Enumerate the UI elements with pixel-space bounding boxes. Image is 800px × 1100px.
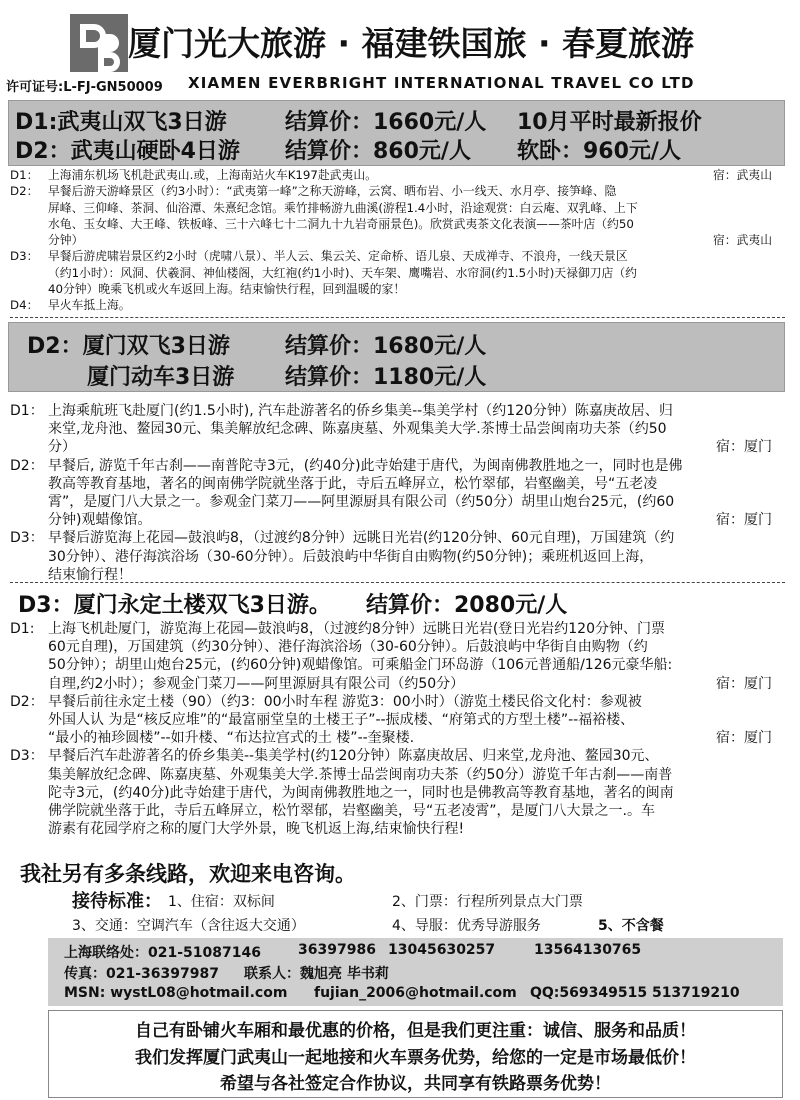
slogan-line-1: 自己有卧铺火车厢和最优惠的价格，但是我们更注重：诚信、服务和品质！: [135, 1021, 696, 1041]
msn-address: MSN: wystL08@hotmail.com: [64, 985, 288, 1001]
standard-meals: 5、不含餐: [598, 918, 664, 934]
itinerary-text: 40分钟）晚乘飞机或火车返回上海。结束愉快行程，回到温暖的家！: [48, 282, 406, 297]
day-label: D3：: [10, 249, 39, 264]
itinerary-line: [48, 656, 780, 674]
itinerary-line: [48, 802, 780, 820]
page-title: 厦门光大旅游 · 福建铁国旅 · 春夏旅游: [128, 24, 695, 63]
itinerary-line: [48, 784, 780, 802]
itinerary-text: 30分钟）、港仔海滨浴场（30-60分钟）。后鼓浪屿中华街自由购物(约50分钟)；乘班机返回上海，: [48, 548, 654, 565]
itinerary-line: [48, 711, 780, 729]
standard-lodging: 1、住宿：双标间: [168, 894, 275, 910]
itinerary-day: [10, 297, 780, 313]
lodging-note: 宿：厦门: [716, 730, 772, 747]
route2-line2-price: 结算价：1180元/人: [285, 365, 487, 390]
itinerary-text: 自理,约2小时）；参观金门菜刀——阿里源厨具有限公司（约50分）: [48, 675, 465, 692]
itinerary-text: “最小的袖珍圆楼”--如升楼、“布达拉宫式的土 楼”--奎聚楼.: [48, 730, 415, 747]
itinerary-day: [10, 248, 780, 297]
itinerary-line: [48, 747, 780, 765]
itinerary-text: 水龟、玉女峰、大王峰、铁板峰、三十六峰七十二洞九十九岩奇丽景色)。欣赏武夷茶文化表演——茶叶店（约50: [48, 216, 634, 231]
day-label: D1：: [10, 168, 39, 182]
day-label: D4：: [10, 298, 39, 313]
itinerary-line: [48, 167, 780, 183]
lodging-note: 宿：厦门: [716, 512, 772, 529]
itinerary-text: 上海飞机赴厦门，游览海上花园—鼓浪屿8，（过渡约8分钟）远眺日光岩(登日光岩约120分钟、门票: [48, 621, 665, 637]
route2-line1-price: 结算价：1680元/人: [285, 334, 487, 359]
slogan-line-2: 我们发挥厦门武夷山一起地接和火车票务优势，给您的一定是市场最低价！: [135, 1048, 696, 1068]
day-label: D3：: [10, 748, 44, 765]
route1-itinerary: [10, 167, 780, 314]
license-number: 许可证号:L-FJ-GN50009: [6, 80, 163, 95]
itinerary-text: 早餐后游天游峰景区（约3小时）：“武夷第一峰”之称天游峰，云窝、晒布岩、小一线天、水月亭、接笋峰、隐: [48, 184, 617, 199]
company-english-name: XIAMEN EVERBRIGHT INTERNATIONAL TRAVEL CO LTD: [188, 74, 695, 92]
itinerary-text: 教高等教育基地，著名的闽南佛学院就坐落于此，寺后五峰屏立，松竹翠郁，岩壑幽美，号“五老凌: [48, 475, 658, 492]
itinerary-text: 集美解放纪念碑、陈嘉庚墓、外观集美大学.茶博士品尝闽南功夫茶（约50分）游览千年古刹——南普: [48, 766, 673, 783]
divider: [10, 582, 785, 583]
itinerary-text: 分钟)观蜡像馆。: [48, 512, 152, 529]
itinerary-text: 分）: [48, 439, 76, 456]
route3-price-band: [8, 586, 783, 618]
divider: [10, 317, 785, 318]
itinerary-line: [48, 232, 780, 248]
itinerary-text: 早火车抵上海。: [48, 298, 131, 313]
itinerary-line: [48, 511, 780, 529]
itinerary-line: [48, 729, 780, 747]
itinerary-day: [10, 167, 780, 183]
itinerary-line: [48, 638, 780, 656]
itinerary-text: 结束愉行程！: [48, 566, 132, 583]
phone-3: 13045630257: [388, 942, 496, 958]
route1-line1-name: D1:武夷山双飞3日游: [15, 110, 227, 135]
itinerary-line: [48, 183, 780, 199]
db-logo-icon: [70, 14, 128, 72]
standard-transport: 3、交通：空调汽车（含往返大交通）: [72, 918, 305, 934]
route3-itinerary: [10, 620, 780, 838]
route1-line2-name: D2：武夷山硬卧4日游: [15, 139, 240, 164]
itinerary-text: 50分钟）；胡里山炮台25元，(约60分钟)观蜡像馆。可乘船金门环岛游（106元普通船/126元豪华船:: [48, 657, 673, 674]
itinerary-text: 分钟）: [48, 233, 84, 248]
itinerary-line: [48, 820, 780, 838]
standard-guide: 4、导服：优秀导游服务: [392, 918, 541, 934]
itinerary-text: 上海浦东机场飞机赴武夷山.或，上海南站火车K197赴武夷山。: [48, 168, 377, 182]
itinerary-day: [10, 529, 780, 584]
lodging-note: 宿：厦门: [716, 675, 772, 692]
route1-line2-soft-sleeper: 软卧：960元/人: [517, 139, 681, 164]
route1-line2-price: 结算价：860元/人: [285, 139, 471, 164]
itinerary-line: [48, 529, 780, 547]
itinerary-text: 外国人认 为是“核反应堆”的“最富丽堂皇的土楼王子”--振成楼、“府第式的方型土楼”--福裕楼、: [48, 712, 635, 729]
standards-title: 接待标准：: [72, 891, 162, 912]
itinerary-line: [48, 297, 780, 313]
phone-2: 36397986: [298, 942, 376, 958]
itinerary-line: [48, 248, 780, 264]
itinerary-text: 陀寺3元，(约40分)此寺始建于唐代，为闽南佛教胜地之一，同时也是佛教高等教育基地，著名的闽南: [48, 784, 674, 801]
itinerary-line: [48, 548, 780, 566]
itinerary-line: [48, 457, 780, 475]
lodging-note: 宿：武夷山: [713, 233, 772, 248]
itinerary-line: [48, 402, 780, 420]
route3-name: D3：厦门永定土楼双飞3日游。: [18, 593, 331, 618]
itinerary-line: [48, 420, 780, 438]
contact-box: [48, 938, 783, 1006]
itinerary-line: [48, 475, 780, 493]
itinerary-day: [10, 183, 780, 248]
day-label: D1:: [10, 621, 35, 637]
itinerary-line: [48, 265, 780, 281]
itinerary-line: [48, 620, 780, 638]
itinerary-text: 霄”，是厦门八大景之一。参观金门菜刀——阿里源厨具有限公司（约50分）胡里山炮台25元，(约60: [48, 494, 675, 511]
itinerary-text: 60元自理)，万国建筑（约30分钟）、港仔海滨浴场（30-60分钟）。后鼓浪屿中华街自由购物（约: [48, 639, 648, 656]
itinerary-day: [10, 457, 780, 530]
itinerary-text: 早餐后前往永定土楼（90）（约3：00小时车程 游览3：00小时）（游览土楼民俗文化村：参观被: [48, 693, 642, 710]
itinerary-text: 上海乘航班飞赴厦门(约1.5小时), 汽车赴游著名的侨乡集美--集美学村（约120分钟）陈嘉庚故居、归: [48, 403, 673, 419]
route2-price-band: [8, 322, 785, 392]
itinerary-line: [48, 693, 780, 711]
itinerary-day: [10, 620, 780, 693]
itinerary-text: 早餐后游虎啸岩景区约2小时（虎啸八景）、半人云、集云关、定命桥、语儿泉、天成禅寺、不浪舟，一线天景区: [48, 249, 628, 264]
itinerary-line: [48, 216, 780, 232]
route1-line1-price: 结算价：1660元/人: [285, 110, 487, 135]
itinerary-text: 佛学院就坐落于此，寺后五峰屏立，松竹翠郁，岩壑幽美，号“五老凌霄”，是厦门八大景之一.。车: [48, 803, 655, 820]
route2-line1-name: D2：厦门双飞3日游: [27, 334, 230, 359]
route1-line1-note: 10月平时最新报价: [517, 110, 702, 135]
fax-number: 传真：021-36397987: [64, 966, 219, 982]
itinerary-text: 游素有花园学府之称的厦门大学外景，晚飞机返上海,结束愉快行程!: [48, 821, 465, 838]
phone-4: 13564130765: [534, 942, 642, 958]
header: [0, 0, 800, 100]
itinerary-text: 来堂,龙舟池、鳌园30元、集美解放纪念碑、陈嘉庚墓、外观集美大学.茶博士品尝闽南功夫茶（约50: [48, 421, 667, 438]
route2-itinerary: [10, 402, 780, 584]
standard-tickets: 2、门票：行程所列景点大门票: [392, 894, 583, 910]
itinerary-day: [10, 747, 780, 838]
more-routes-notice: 我社另有多条线路，欢迎来电咨询。: [20, 862, 356, 886]
itinerary-line: [48, 766, 780, 784]
lodging-note: 宿：武夷山: [713, 168, 772, 182]
lodging-note: 宿：厦门: [716, 439, 772, 456]
itinerary-text: 早餐后, 游览千年古刹——南普陀寺3元，(约40分)此寺始建于唐代，为闽南佛教胜地之一，同时也是佛: [48, 457, 683, 474]
slogan-line-3: 希望与各社签定合作协议，共同享有铁路票务优势！: [220, 1074, 611, 1094]
day-label: D2：: [10, 184, 39, 199]
itinerary-line: [48, 200, 780, 216]
itinerary-text: （约1小时）：风洞、伏羲洞、神仙楼阁，大红袍(约1小时)、天车架、鹰嘴岩、水帘洞(约1.5小时)天禄御刀店（约: [48, 265, 637, 280]
day-label: D2：: [10, 457, 44, 474]
day-label: D3：: [10, 530, 44, 547]
itinerary-text: 早餐后汽车赴游著名的侨乡集美--集美学村(约120分钟）陈嘉庚故居、归来堂,龙舟池、鳌园30元、: [48, 748, 659, 765]
qq-numbers: QQ:569349515 513719210: [530, 985, 740, 1001]
itinerary-line: [48, 675, 780, 693]
route2-line2-name: 厦门动车3日游: [87, 365, 235, 390]
itinerary-text: 早餐后游览海上花园—鼓浪屿8，（过渡约8分钟）远眺日光岩(约120分钟、60元自理)，万国建筑（约: [48, 530, 675, 547]
day-label: D2：: [10, 693, 44, 710]
itinerary-day: [10, 693, 780, 748]
email-address: fujian_2006@hotmail.com: [314, 985, 517, 1001]
slogan-box: [48, 1010, 783, 1098]
itinerary-line: [48, 493, 780, 511]
route3-price: 结算价：2080元/人: [366, 593, 568, 618]
itinerary-line: [48, 281, 780, 297]
itinerary-line: [48, 438, 780, 456]
contact-person: 联系人：魏旭亮 毕书莉: [244, 966, 389, 982]
shanghai-office-phone: 上海联络处：021-51087146: [64, 945, 261, 961]
day-label: D1：: [10, 403, 44, 419]
route1-price-band: [8, 100, 785, 166]
itinerary-day: [10, 402, 780, 457]
itinerary-text: 屏峰、三仰峰、茶洞、仙浴潭、朱熹纪念馆。乘竹排畅游九曲溪(游程1.4小时，沿途观赏：白云庵、双乳峰、上下: [48, 200, 638, 215]
